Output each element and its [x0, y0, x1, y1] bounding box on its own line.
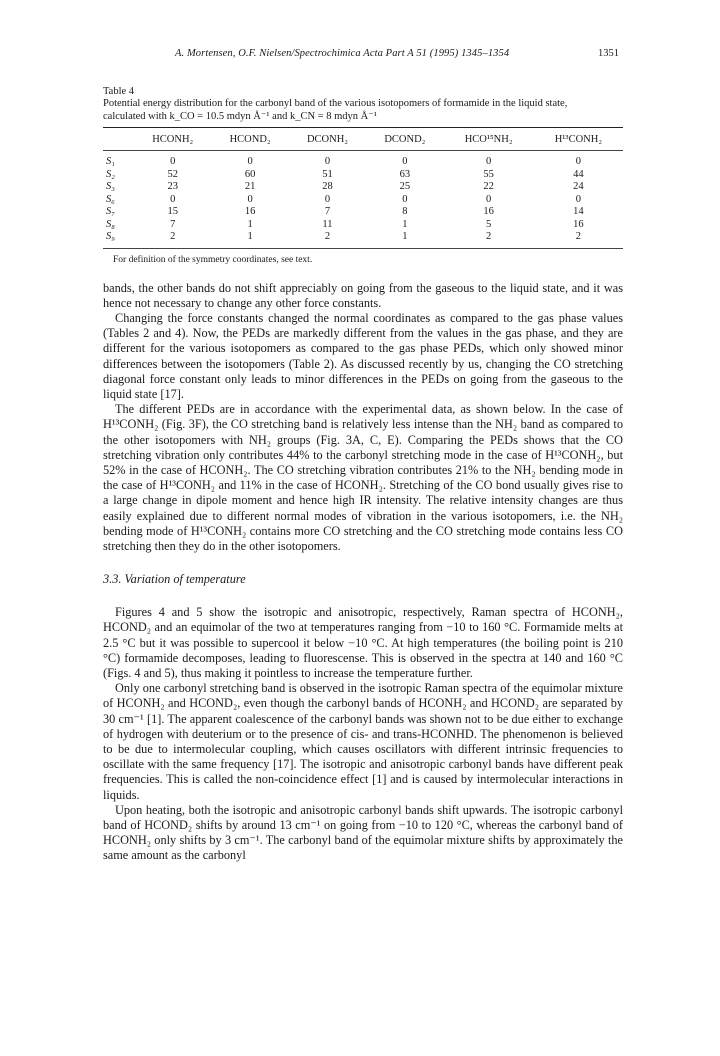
table-caption-line-1: Potential energy distribution for the carbonyl band of the various isotopomers of formamide in the liquid state,	[103, 98, 568, 109]
table-cell: 0	[485, 193, 492, 205]
row-coordinate: S₂	[106, 168, 115, 180]
table-cell: 1	[247, 218, 253, 230]
table-cell: 55	[483, 168, 494, 180]
table-cell: 0	[324, 193, 331, 205]
ped-table	[103, 128, 623, 248]
table-cell: 1	[402, 218, 408, 230]
table-cell: 0	[247, 193, 253, 205]
section-heading: 3.3. Variation of temperature	[103, 572, 246, 587]
table-row	[103, 156, 623, 169]
table-cell: 21	[244, 181, 256, 192]
table-cell: 2	[324, 231, 331, 242]
paragraph: Upon heating, both the isotropic and anisotropic carbonyl bands shift upwards. The isotropic carbonyl band of HCOND₂ shifts by around 13 cm⁻¹ on going from −10 to 120 °C, whereas the carbonyl band of HCONH₂ only shifts by 3 cm⁻¹. The carbonyl band of the equimolar mixture shifts by approximately the same amount as the carbonyl	[103, 802, 623, 863]
table-cell: 25	[399, 181, 411, 192]
paragraph: Changing the force constants changed the normal coordinates as compared to the gas phase values (Tables 2 and 4). Now, the PEDs are markedly different from the values in the gas phase, and they are different for the various isotopomers as compared to the gas phase PEDs, which only showed minor differences between the isotopomers (Table 2). As discussed recently by us, changing the CO stretching diagonal force constant only leads to minor differences in the PEDs on going from the gaseous to the liquid state [17].	[103, 310, 623, 401]
row-coordinate: S₃	[106, 181, 115, 192]
row-coordinate: S₁	[106, 156, 115, 167]
table-row	[103, 194, 623, 207]
table-cell: 28	[322, 181, 333, 192]
column-header: DCONH₂	[306, 134, 348, 145]
table-row	[103, 181, 623, 194]
table-cell: 1	[247, 231, 253, 242]
table-cell: 0	[247, 156, 253, 167]
running-head-citation: A. Mortensen, O.F. Nielsen/Spectrochimica Acta Part A 51 (1995) 1345–1354	[175, 48, 510, 59]
table-cell: 14	[573, 206, 584, 217]
table-cell: 16	[483, 206, 494, 217]
table-cell: 7	[170, 218, 176, 230]
table-label: Table 4	[103, 86, 135, 97]
paragraph: The different PEDs are in accordance with the experimental data, as shown below. In the case of H¹³CONH₂ (Fig. 3F), the CO stretching band is relatively less intense than the NH₂ band as compared to the other isotopomers with NH₂ groups (Fig. 3A, C, E). Comparing the PEDs shows that the CO stretching vibration only contributes 44% to the carbonyl stretching mode in the case of H¹³CONH₂, but 52% in the case of HCONH₂. The CO stretching vibration contributes 21% to the NH₂ bending mode in the case of H¹³CONH₂ and 11% in the case of HCONH₂. Stretching of the CO bond usually gives rise to a large change in dipole moment and hence high IR intensity. The relative intensity changes are thus easily explained due to different normal modes of vibration in the various isotopomers, i.e. the NH₂ bending mode of H¹³CONH₂ contains more CO stretching and the CO stretching mode contains less CO stretching then they do in the other isotopomers.	[103, 402, 623, 553]
table-row	[103, 219, 623, 232]
column-header: HCO¹⁵NH₂	[464, 134, 513, 145]
table-cell: 60	[244, 168, 256, 180]
row-coordinate: S₉	[106, 231, 115, 242]
table-cell: 22	[483, 181, 494, 192]
journal-page	[103, 48, 623, 864]
table-cell: 8	[402, 206, 408, 217]
table-cell: 52	[167, 168, 178, 180]
row-coordinate: S₇	[106, 206, 115, 217]
column-header: H¹³CONH₂	[554, 134, 602, 145]
table-cell: 16	[244, 206, 256, 217]
header-coord-blank	[103, 128, 134, 150]
table-cell: 1	[402, 231, 408, 242]
column-header: HCONH₂	[152, 134, 194, 145]
running-head	[103, 48, 623, 64]
table-row	[103, 231, 623, 244]
page-number: 1351	[598, 48, 619, 59]
column-header: HCOND₂	[229, 134, 271, 145]
table-cell: 0	[324, 156, 331, 167]
table-bottom-rule	[103, 248, 623, 249]
table-caption-line-2: calculated with k_CO = 10.5 mdyn Å⁻¹ and k_CN = 8 mdyn Å⁻¹	[103, 110, 377, 122]
table-cell: 16	[573, 218, 584, 230]
table-cell: 63	[399, 168, 411, 180]
table-cell: 11	[322, 218, 333, 230]
body-text-upper	[103, 281, 623, 555]
table-cell: 0	[485, 156, 492, 167]
row-coordinate: S₆	[106, 193, 115, 205]
table-cell: 0	[402, 156, 408, 167]
table-footnote: For definition of the symmetry coordinates, see text.	[113, 254, 313, 265]
paragraph: Figures 4 and 5 show the isotropic and anisotropic, respectively, Raman spectra of HCONH₂, HCOND₂ and an equimolar of the two at temperatures ranging from −10 to 160 °C. Formamide melts at 2.5 °C but it was possible to supercool it below −10 °C. At high temperatures (the boiling point is 210 °C) formamide decomposes, leading to fluorescense. This is observed in the spectra at 140 and 160 °C (Figs. 4 and 5), thus making it pointless to increase the temperature further.	[103, 605, 623, 680]
row-coordinate: S₈	[106, 218, 115, 230]
table-cell: 2	[575, 231, 581, 242]
table-cell: 0	[170, 156, 176, 167]
column-header: DCOND₂	[384, 134, 426, 145]
table-row	[103, 169, 623, 182]
table-cell: 44	[573, 168, 584, 180]
table-cell: 24	[573, 181, 584, 192]
table-cell: 0	[575, 156, 581, 167]
table-header-row	[103, 128, 623, 150]
table-cell: 7	[324, 206, 331, 217]
table-cell: 0	[575, 193, 581, 205]
paragraph: bands, the other bands do not shift appreciably on going from the gaseous to the liquid state, and it was hence not necessary to change any other force constants.	[103, 280, 623, 310]
table-4	[103, 86, 623, 265]
table-cell: 2	[170, 231, 176, 242]
table-cell: 23	[167, 181, 178, 192]
table-cell: 15	[167, 206, 178, 217]
table-cell: 0	[170, 193, 176, 205]
table-cell: 5	[485, 218, 492, 230]
body-text-lower	[103, 605, 623, 863]
table-row	[103, 206, 623, 219]
table-cell: 51	[322, 168, 333, 180]
table-cell: 2	[485, 231, 492, 242]
paragraph: Only one carbonyl stretching band is observed in the isotropic Raman spectra of the equimolar mixture of HCONH₂ and HCOND₂, even though the carbonyl bands of HCONH₂ and HCOND₂ are separated by 30 cm⁻¹ [1]. The apparent coalescence of the carbonyl bands was shown not to be due either to exchange of hydrogen with deuterium or to the presence of cis- and trans-HCONHD. The phenomenon is believed to be due to intermolecular coupling, which causes oscillators with different intrinsic frequencies to oscillate with the same frequency [17]. The isotropic and anisotropic carbonyl bands have different peak frequencies. This is called the non-coincidence effect [1] and is caused by intermolecular interactions in liquids.	[103, 681, 623, 802]
table-cell: 0	[402, 193, 408, 205]
